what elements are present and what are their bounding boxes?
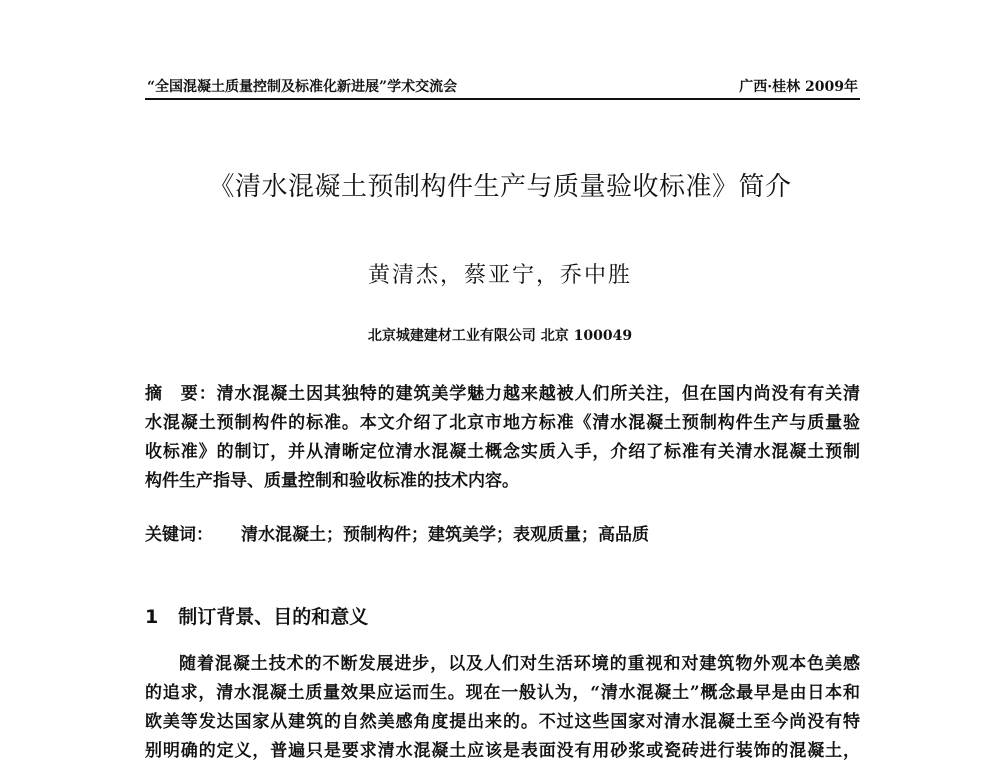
abstract-line: 构件生产指导、质量控制和验收标准的技术内容。 [145,471,519,491]
location-year: 广西·桂林 2009年 [739,79,858,95]
body-line: 欧美等发达国家从建筑的自然美感角度提出来的。不过这些国家对清水混凝土至今尚没有特 [145,712,860,732]
body-paragraph [145,650,860,766]
section-title: 制订背景、目的和意义 [178,606,369,628]
abstract-line: 摘 要：清水混凝土因其独特的建筑美学魅力越来越被人们所关注，但在国内尚没有有关清 [145,384,860,404]
authors: 黄清杰，蔡亚宁，乔中胜 [367,263,632,288]
keywords-label: 关键词： [145,525,213,545]
body-line: 的追求，清水混凝土质量效果应运而生。现在一般认为，“清水混凝土”概念最早是由日本和 [145,683,860,703]
section-heading [145,602,368,629]
running-header [145,74,860,100]
section-number: 1 [145,606,159,628]
keywords-text: 清水混凝土；预制构件；建筑美学；表观质量；高品质 [241,525,649,545]
affiliation: 北京城建建材工业有限公司 北京 100049 [367,328,633,344]
keywords [145,520,860,545]
paper-title: 《清水混凝土预制构件生产与质量验收标准》简介 [208,172,792,202]
abstract-line: 水混凝土预制构件的标准。本文介绍了北京市地方标准《清水混凝土预制构件生产与质量验 [145,413,860,433]
body-line: 随着混凝土技术的不断发展进步，以及人们对生活环境的重视和对建筑物外观本色美感 [179,654,860,674]
abstract [145,380,860,496]
conference-name: “全国混凝土质量控制及标准化新进展”学术交流会 [147,79,458,95]
abstract-line: 收标准》的制订，并从清晰定位清水混凝土概念实质入手，介绍了标准有关清水混凝土预制 [145,442,860,462]
body-line: 别明确的定义，普遍只是要求清水混凝土应该是表面没有用砂浆或瓷砖进行装饰的混凝土， [145,741,860,761]
